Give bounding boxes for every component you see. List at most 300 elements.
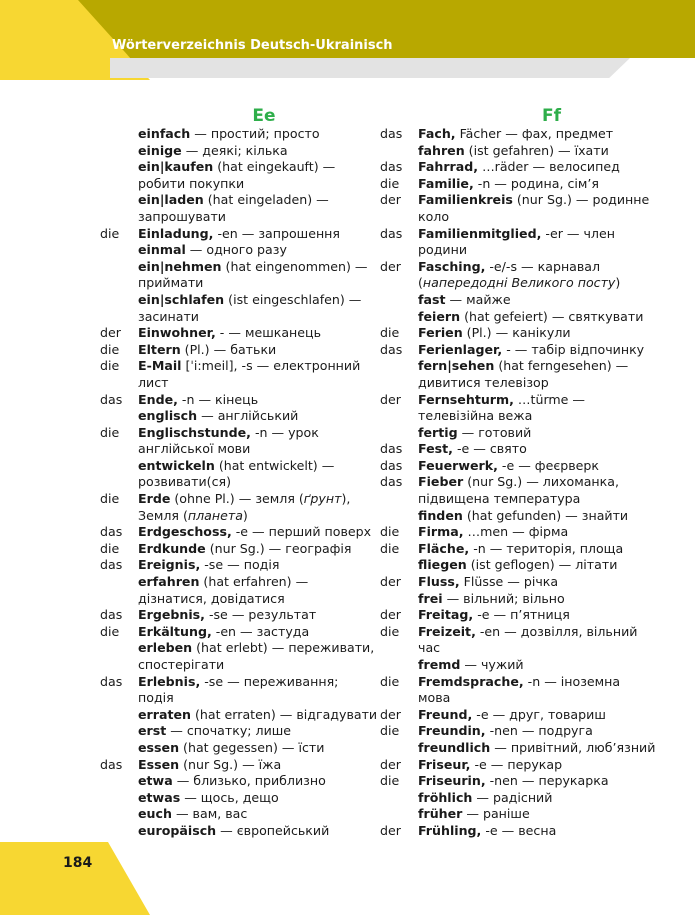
definition <box>138 392 390 409</box>
definition <box>138 657 390 674</box>
article <box>100 657 138 674</box>
translation: (hat gefunden) — знайти <box>462 507 629 523</box>
definition <box>418 557 685 574</box>
definition <box>138 574 390 591</box>
dictionary-entry <box>380 408 685 425</box>
article <box>380 375 418 392</box>
article: das <box>100 607 123 623</box>
definition <box>138 275 390 292</box>
article <box>380 309 418 326</box>
dictionary-entry <box>380 757 685 774</box>
definition <box>138 226 390 243</box>
article <box>380 806 418 823</box>
dictionary-entry <box>100 723 390 740</box>
article: die <box>380 540 400 556</box>
dictionary-entry <box>380 607 685 624</box>
definition <box>418 524 685 541</box>
dictionary-entry <box>100 541 390 558</box>
dictionary-entry <box>380 209 685 226</box>
article <box>100 508 138 525</box>
dictionary-entry <box>100 342 390 359</box>
section-letter: Ff <box>541 106 561 126</box>
headword: Essen <box>138 756 180 772</box>
definition <box>418 723 685 740</box>
article <box>380 657 418 674</box>
headword: Freundin, <box>418 723 486 739</box>
headword: einige <box>138 142 182 158</box>
dictionary-entry <box>100 491 390 508</box>
definition <box>138 126 390 143</box>
translation: робити покупки <box>138 175 245 191</box>
translation: -e — свято <box>452 441 527 457</box>
article: die <box>380 723 400 739</box>
definition <box>138 806 390 823</box>
dictionary-entry <box>380 392 685 409</box>
translation: -e — п’ятниця <box>473 607 570 623</box>
definition <box>418 607 685 624</box>
dictionary-entry <box>100 176 390 193</box>
article: der <box>380 706 401 722</box>
dictionary-entry <box>380 143 685 160</box>
article <box>100 773 138 790</box>
definition <box>138 740 390 757</box>
headword: Firma, <box>418 524 464 540</box>
article: die <box>100 623 120 639</box>
headword: Fest, <box>418 441 453 457</box>
article <box>100 275 138 292</box>
translation: — привітний, люб’язний <box>490 739 656 755</box>
article: die <box>380 175 400 191</box>
translation: -e — перукар <box>470 756 563 772</box>
headword: Frühling, <box>418 822 482 838</box>
headword: Fernsehturm, <box>418 391 514 407</box>
translation: — одного разу <box>185 242 287 258</box>
headword: Fahrrad, <box>418 159 479 175</box>
headword: früher <box>418 806 463 822</box>
dictionary-entry <box>100 740 390 757</box>
article <box>100 309 138 326</box>
dictionary-entry <box>380 342 685 359</box>
dictionary-entry <box>100 408 390 425</box>
headword: fast <box>418 291 446 307</box>
article <box>100 790 138 807</box>
translation: — радісний <box>472 789 553 805</box>
dictionary-entry <box>380 358 685 375</box>
translation: (ist gefahren) — їхати <box>464 142 609 158</box>
headword: ein|schlafen <box>138 291 225 307</box>
headword: Fläche, <box>418 540 470 556</box>
headword: fröhlich <box>418 789 473 805</box>
translation: (ist eingeschlafen) — <box>224 291 362 307</box>
article: der <box>380 607 401 623</box>
dictionary-entry <box>380 259 685 276</box>
definition <box>138 557 390 574</box>
dictionary-entry <box>380 541 685 558</box>
translation: -e — перший поверх <box>231 524 372 540</box>
headword: Eltern <box>138 341 181 357</box>
translation: - — табір відпочинку <box>502 341 645 357</box>
headword: erst <box>138 723 167 739</box>
dictionary-entry <box>100 458 390 475</box>
translation: (hat entwickelt) — <box>214 457 335 473</box>
translation: -se — результат <box>204 607 317 623</box>
definition <box>418 474 685 491</box>
dictionary-entry <box>100 126 390 143</box>
headword: Fieber <box>418 474 464 490</box>
headword: ein|nehmen <box>138 258 222 274</box>
article <box>100 259 138 276</box>
translation: -en — застуда <box>211 623 310 639</box>
dictionary-entry <box>380 624 685 641</box>
article: der <box>380 756 401 772</box>
article: die <box>380 673 400 689</box>
headword: Familienkreis <box>418 192 513 208</box>
headword: Fremdsprache, <box>418 673 524 689</box>
article: die <box>380 623 400 639</box>
dictionary-entry <box>100 557 390 574</box>
translation: дізнатися, довідатися <box>138 590 285 606</box>
page-number: 184 <box>63 855 93 871</box>
definition <box>418 309 685 326</box>
definition <box>138 607 390 624</box>
definition <box>418 624 685 641</box>
headword: Einladung, <box>138 225 214 241</box>
italic-note: напередодні Великого посту <box>422 275 616 291</box>
dictionary-entry <box>100 425 390 442</box>
translation: (hat ferngesehen) — <box>494 358 629 374</box>
translation: (hat erfahren) — <box>199 574 309 590</box>
headword: Freizeit, <box>418 623 476 639</box>
definition <box>418 690 685 707</box>
article <box>380 143 418 160</box>
translation: дивитися телевізор <box>418 374 549 390</box>
headword: erleben <box>138 640 193 656</box>
article <box>100 408 138 425</box>
dictionary-entry <box>380 176 685 193</box>
dictionary-entry <box>380 425 685 442</box>
translation: (nur Sg.) — родинне <box>512 192 650 208</box>
translation: (hat eingekauft) — <box>213 159 336 175</box>
article: die <box>100 341 120 357</box>
article <box>100 806 138 823</box>
dictionary-entry <box>380 275 685 292</box>
article <box>380 292 418 309</box>
definition <box>138 591 390 608</box>
definition <box>418 674 685 691</box>
headword: fremd <box>418 657 461 672</box>
translation: Flüsse — річка <box>459 574 559 590</box>
translation: -en — дозвілля, вільний <box>475 623 638 639</box>
definition <box>418 342 685 359</box>
translation: спостерігати <box>138 657 225 672</box>
translation: — європейський <box>216 822 330 838</box>
dictionary-entry <box>100 209 390 226</box>
translation: -se — подія <box>200 557 280 573</box>
dictionary-entry <box>100 790 390 807</box>
definition <box>138 474 390 491</box>
definition <box>138 458 390 475</box>
dictionary-entry <box>100 358 390 375</box>
dictionary-entry <box>380 591 685 608</box>
article <box>380 740 418 757</box>
translation: (hat gegessen) — їсти <box>179 739 325 755</box>
definition <box>418 226 685 243</box>
article: der <box>380 391 401 407</box>
article <box>380 591 418 608</box>
headword: etwa <box>138 773 173 789</box>
headword: Erkältung, <box>138 623 212 639</box>
headword: einfach <box>138 126 191 141</box>
translation: час <box>418 640 441 656</box>
translation: [ˈi:meil], -s — електронний <box>181 358 361 374</box>
definition <box>418 508 685 525</box>
definition <box>138 441 390 458</box>
definition <box>418 259 685 276</box>
translation: …räder — велосипед <box>478 159 620 175</box>
article: das <box>380 457 403 473</box>
dictionary-entry <box>380 707 685 724</box>
translation: (nur Sg.) — географія <box>205 540 352 556</box>
translation: (nur Sg.) — лихоманка, <box>463 474 619 490</box>
translation: телевізійна вежа <box>418 408 533 424</box>
translation-tail: ), <box>341 491 351 507</box>
dictionary-entry <box>380 674 685 691</box>
headword: Englischstunde, <box>138 424 251 440</box>
dictionary-entry <box>380 657 685 674</box>
translation: (Pl.) — батьки <box>180 341 277 357</box>
definition <box>138 143 390 160</box>
headword: Ereignis, <box>138 557 201 573</box>
article: die <box>380 325 400 341</box>
article <box>380 508 418 525</box>
translation: подія <box>138 690 174 706</box>
translation: ( <box>418 275 423 291</box>
dictionary-entry <box>100 309 390 326</box>
headword: fertig <box>418 424 458 440</box>
definition <box>418 159 685 176</box>
translation: — спочатку; лише <box>166 723 292 739</box>
article: das <box>100 673 123 689</box>
definition <box>418 541 685 558</box>
dictionary-entry <box>380 524 685 541</box>
article: das <box>380 341 403 357</box>
headword: fern|sehen <box>418 358 495 374</box>
article <box>100 192 138 209</box>
dictionary-entry <box>100 392 390 409</box>
headword: essen <box>138 739 180 755</box>
headword: entwickeln <box>138 457 215 473</box>
definition <box>418 441 685 458</box>
article <box>100 143 138 160</box>
dictionary-entry <box>380 441 685 458</box>
dictionary-entry <box>380 474 685 491</box>
translation: -n — іноземна <box>523 673 621 689</box>
headword: Fasching, <box>418 258 486 274</box>
dictionary-entry <box>380 574 685 591</box>
definition <box>418 209 685 226</box>
definition <box>138 773 390 790</box>
article: das <box>380 225 403 241</box>
definition <box>138 242 390 259</box>
translation: -se — переживання; <box>200 673 339 689</box>
definition <box>138 342 390 359</box>
translation: -e — весна <box>481 822 557 838</box>
definition <box>418 176 685 193</box>
article <box>100 126 138 143</box>
headword: einmal <box>138 242 186 258</box>
headword: Ergebnis, <box>138 607 205 623</box>
definition <box>418 375 685 392</box>
article: die <box>100 225 120 241</box>
definition <box>418 591 685 608</box>
headword: fahren <box>418 142 465 158</box>
definition <box>418 806 685 823</box>
article: der <box>380 192 401 208</box>
article <box>380 491 418 508</box>
definition <box>418 491 685 508</box>
definition <box>418 640 685 657</box>
definition <box>138 159 390 176</box>
translation: — простий; просто <box>190 126 320 141</box>
translation: — готовий <box>457 424 532 440</box>
translation: — вам, вас <box>171 806 248 822</box>
article: das <box>100 557 123 573</box>
section-letter: Ee <box>252 106 276 126</box>
dictionary-entry <box>100 192 390 209</box>
definition <box>418 126 685 143</box>
translation: -e — феєрверк <box>497 457 599 473</box>
headword: Friseurin, <box>418 773 486 789</box>
headword: finden <box>418 507 463 523</box>
translation: — вільний; вільно <box>442 590 565 606</box>
article <box>100 740 138 757</box>
translation: -n — урок <box>250 424 319 440</box>
article: das <box>380 441 403 457</box>
definition <box>418 657 685 674</box>
headword: Erde <box>138 491 171 507</box>
headword: erraten <box>138 706 191 722</box>
definition <box>138 723 390 740</box>
dictionary-column-f <box>380 106 685 840</box>
footer-accent <box>0 842 150 915</box>
dictionary-entry <box>380 226 685 243</box>
dictionary-entry <box>100 591 390 608</box>
article: die <box>380 524 400 540</box>
definition <box>138 292 390 309</box>
dictionary-entry <box>380 458 685 475</box>
definition <box>418 823 685 840</box>
definition <box>138 707 390 724</box>
headword: Erlebnis, <box>138 673 201 689</box>
definition <box>138 491 390 508</box>
article <box>100 591 138 608</box>
dictionary-entry <box>100 640 390 657</box>
dictionary-entry <box>380 292 685 309</box>
translation: Земля ( <box>138 507 188 523</box>
translation: запрошувати <box>138 208 226 224</box>
dictionary-entry <box>380 740 685 757</box>
translation: - — мешканець <box>215 325 322 341</box>
article: das <box>380 159 403 175</box>
definition <box>418 757 685 774</box>
article <box>100 707 138 724</box>
header-underline <box>110 58 630 78</box>
dictionary-entry <box>100 375 390 392</box>
translation: — деякі; кілька <box>181 142 288 158</box>
definition <box>418 425 685 442</box>
definition <box>138 358 390 375</box>
definition <box>138 823 390 840</box>
translation: -e — друг, товариш <box>472 706 606 722</box>
definition <box>418 773 685 790</box>
dictionary-entry <box>100 524 390 541</box>
definition <box>138 425 390 442</box>
definition <box>138 375 390 392</box>
headword: Familienmitglied, <box>418 225 542 241</box>
translation: (hat erlebt) — переживати, <box>192 640 375 656</box>
headword: Ferienlager, <box>418 341 503 357</box>
definition <box>138 508 390 525</box>
dictionary-entry <box>100 226 390 243</box>
article <box>380 640 418 657</box>
definition <box>418 242 685 259</box>
definition <box>418 275 685 292</box>
article: der <box>380 574 401 590</box>
dictionary-entry <box>100 823 390 840</box>
dictionary-entry <box>380 557 685 574</box>
definition <box>418 458 685 475</box>
dictionary-entry <box>100 275 390 292</box>
definition <box>138 524 390 541</box>
article <box>100 375 138 392</box>
headword: Einwohner, <box>138 325 216 341</box>
article <box>380 557 418 574</box>
headword: Fluss, <box>418 574 460 590</box>
article <box>100 458 138 475</box>
headword: Freund, <box>418 706 473 722</box>
dictionary-entry <box>100 292 390 309</box>
article <box>380 790 418 807</box>
translation: -er — член <box>541 225 615 241</box>
headword: Familie, <box>418 175 474 191</box>
article: die <box>100 358 120 374</box>
translation: підвищена температура <box>418 491 581 507</box>
definition <box>418 790 685 807</box>
translation: розвивати(ся) <box>138 474 231 490</box>
definition <box>138 176 390 193</box>
translation: (ohne Pl.) — земля ( <box>170 491 304 507</box>
definition <box>418 574 685 591</box>
article <box>100 441 138 458</box>
translation: -n — кінець <box>177 391 259 407</box>
headword: fliegen <box>418 557 467 573</box>
translation: Fächer — фах, предмет <box>455 126 614 141</box>
translation: (hat eingeladen) — <box>203 192 329 208</box>
headword: Ferien <box>418 325 463 341</box>
translation: лист <box>138 374 169 390</box>
definition <box>138 757 390 774</box>
dictionary-entry <box>380 773 685 790</box>
headword: englisch <box>138 408 198 424</box>
article <box>100 209 138 226</box>
headword: europäisch <box>138 822 217 838</box>
translation: — щось, дещо <box>180 789 279 805</box>
headword: Erdgeschoss, <box>138 524 232 540</box>
definition <box>418 325 685 342</box>
headword: etwas <box>138 789 181 805</box>
definition <box>138 690 390 707</box>
article: die <box>380 773 400 789</box>
